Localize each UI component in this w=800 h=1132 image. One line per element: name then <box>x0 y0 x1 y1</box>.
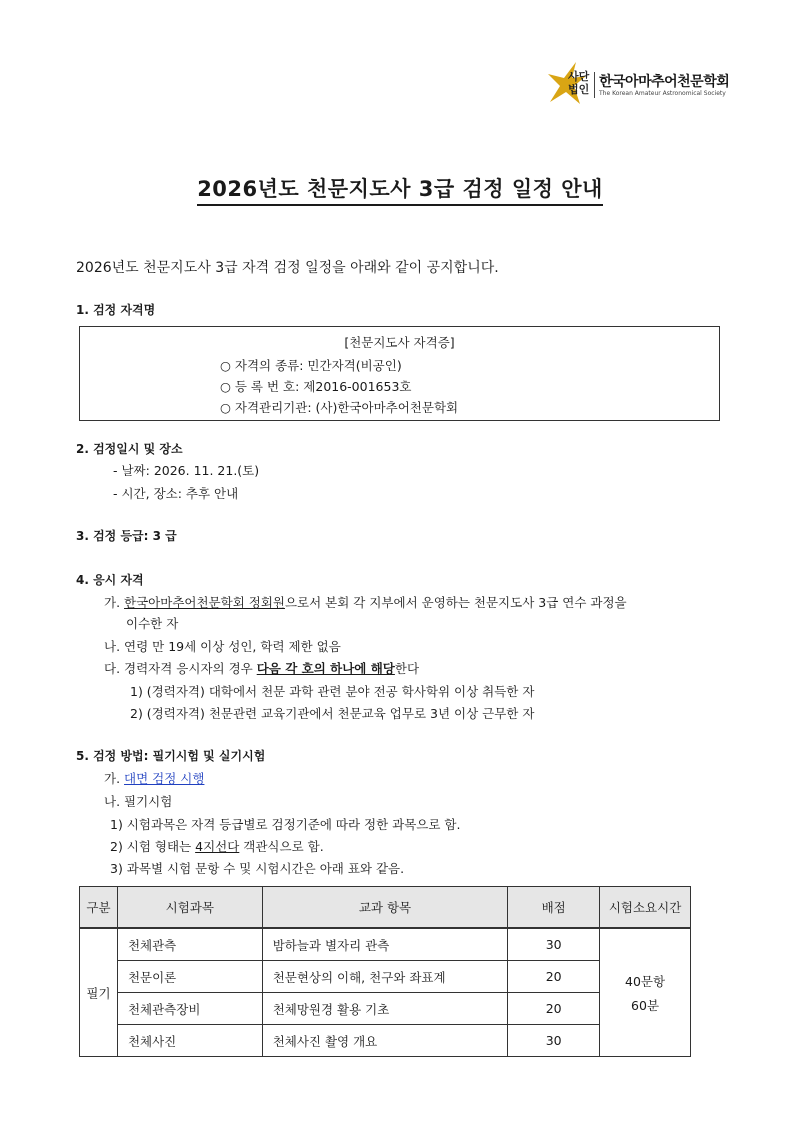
method-ga: 가. 대면 검정 시행 <box>104 771 205 786</box>
table-row <box>80 1025 691 1057</box>
exam-time-place: - 시간, 장소: 추후 안내 <box>113 486 239 501</box>
header-subject: 시험과목 <box>117 887 262 929</box>
box-item: ○ 등 록 번 호: 제2016-001653호 <box>220 379 412 394</box>
category-cell: 필기 <box>80 928 118 1057</box>
time-cell: 40문항 60분 <box>600 928 691 1057</box>
section-2-heading: 2. 검정일시 및 장소 <box>76 442 183 456</box>
score-cell: 20 <box>508 993 600 1025</box>
table-header-row <box>80 887 691 929</box>
written-rule-2: 2) 시험 형태는 4지선다 객관식으로 함. <box>110 839 324 854</box>
written-rule-1: 1) 시험과목은 자격 등급별로 검정기준에 따라 정한 과목으로 함. <box>110 817 461 832</box>
table-row <box>80 993 691 1025</box>
method-na: 나. 필기시험 <box>104 794 173 809</box>
item-cell: 천문현상의 이해, 천구와 좌표계 <box>262 961 508 993</box>
subject-cell: 천문이론 <box>117 961 262 993</box>
eligibility-sub-2: 2) (경력자격) 천문관련 교육기관에서 천문교육 업무로 3년 이상 근무한 자 <box>130 706 535 721</box>
intro-text: 2026년도 천문지도사 3급 자격 검정 일정을 아래와 같이 공지합니다. <box>76 260 499 276</box>
section-3-heading: 3. 검정 등급: 3 급 <box>76 529 177 543</box>
item-cell: 천체사진 촬영 개요 <box>262 1025 508 1057</box>
item-cell: 밤하늘과 별자리 관측 <box>262 928 508 961</box>
document-title: 2026년도 천문지도사 3급 검정 일정 안내 <box>0 173 800 203</box>
logo-divider <box>594 72 595 98</box>
society-logo <box>546 60 736 108</box>
box-item: ○ 자격의 종류: 민간자격(비공인) <box>220 358 402 373</box>
score-cell: 30 <box>508 928 600 961</box>
written-rule-3: 3) 과목별 시험 문항 수 및 시험시간은 아래 표와 같음. <box>110 861 405 876</box>
item-cell: 천체망원경 활용 기초 <box>262 993 508 1025</box>
eligibility-da: 다. 경력자격 응시자의 경우 다음 각 호의 하나에 해당한다 <box>104 661 420 676</box>
header-time: 시험소요시간 <box>600 887 691 929</box>
header-category: 구분 <box>80 887 118 929</box>
subject-cell: 천체사진 <box>117 1025 262 1057</box>
eligibility-ga-cont: 이수한 자 <box>126 616 179 631</box>
exam-date: - 날짜: 2026. 11. 21.(토) <box>113 463 260 478</box>
subject-cell: 천체관측장비 <box>117 993 262 1025</box>
logo-corp-label: 사단 법인 <box>568 70 590 96</box>
logo-name: 한국아마추어천문학회 <box>599 74 730 90</box>
section-5-heading: 5. 검정 방법: 필기시험 및 실기시험 <box>76 749 266 763</box>
eligibility-ga: 가. 한국아마추어천문학회 정회원으로서 본회 각 지부에서 운영하는 천문지도사 3급 연수 과정을 <box>104 595 627 610</box>
header-item: 교과 항목 <box>262 887 508 929</box>
section-4-heading: 4. 응시 자격 <box>76 573 144 587</box>
score-cell: 30 <box>508 1025 600 1057</box>
eligibility-na: 나. 연령 만 19세 이상 성인, 학력 제한 없음 <box>104 639 341 654</box>
box-item: ○ 자격관리기관: (사)한국아마추어천문학회 <box>220 400 459 415</box>
box-title: [천문지도사 자격증] <box>344 335 455 350</box>
face-to-face-exam-link[interactable]: 대면 검정 시행 <box>124 771 205 786</box>
table-row <box>80 961 691 993</box>
header-score: 배점 <box>508 887 600 929</box>
exam-table <box>79 886 691 1057</box>
score-cell: 20 <box>508 961 600 993</box>
subject-cell: 천체관측 <box>117 928 262 961</box>
eligibility-sub-1: 1) (경력자격) 대학에서 천문 과학 관련 분야 전공 학사학위 이상 취득한 자 <box>130 684 535 699</box>
logo-name-en: The Korean Amateur Astronomical Society <box>599 90 726 97</box>
section-1-heading: 1. 검정 자격명 <box>76 303 156 317</box>
table-row <box>80 928 691 961</box>
qualification-box <box>79 326 720 421</box>
